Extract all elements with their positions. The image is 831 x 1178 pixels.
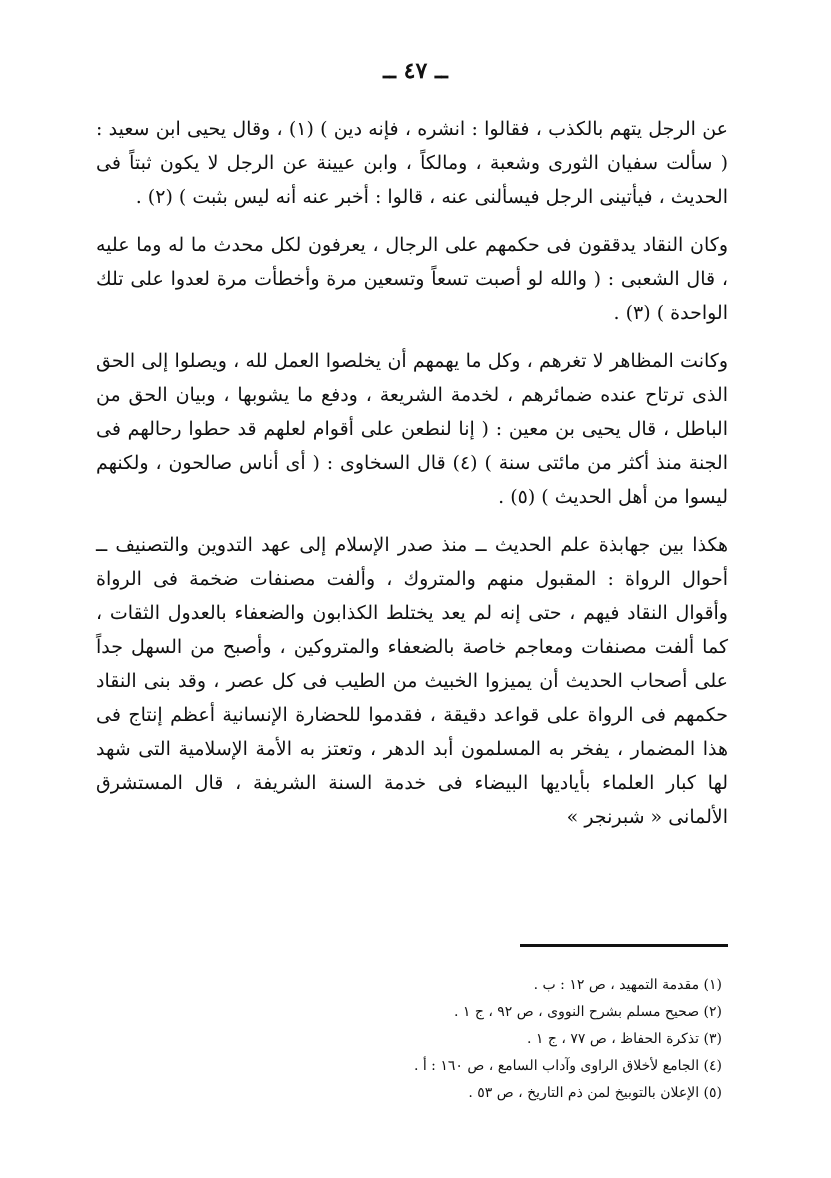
footnote: (١) مقدمة التمهيد ، ص ١٢ : ب . <box>533 977 722 993</box>
paragraph: وكان النقاد يدققون فى حكمهم على الرجال ، يعرفون لكل محدث ما له وما عليه ، قال الشعبى : ( والله لو أصبت تسعاً وتسعين مرة وأخطأت مرة لعدوا على تلك الواحدة ) (٣) . <box>96 234 728 324</box>
main-text <box>96 112 728 834</box>
footnote: (٤) الجامع لأخلاق الراوى وآداب السامع ، ص ١٦٠ : أ . <box>413 1058 722 1074</box>
footnote: (٣) تذكرة الحفاظ ، ص ٧٧ ، ج ١ . <box>526 1031 722 1047</box>
footnote: (٢) صحيح مسلم بشرح النووى ، ص ٩٢ ، ج ١ . <box>453 1004 722 1020</box>
paragraph: وكانت المظاهر لا تغرهم ، وكل ما يهمهم أن يخلصوا العمل لله ، ويصلوا إلى الحق الذى ترتاح عنده ضمائرهم ، لخدمة الشريعة ، ودفع ما يشوبها ، وبيان الحق من الباطل ، قال يحيى بن معين : ( إنا لنطعن على أقوام لعلهم قد حطوا رحالهم فى الجنة منذ أكثر من مائتى سنة ) (٤) قال السخاوى : ( أى أناس صالحون ، ولكنهم ليسوا من أهل الحديث ) (٥) . <box>96 350 729 508</box>
footnote-separator <box>520 944 728 947</box>
footnote: (٥) الإعلان بالتوبيخ لمن ذم التاريخ ، ص ٥٣ . <box>468 1085 722 1101</box>
footnotes-list <box>96 972 722 1107</box>
paragraph: عن الرجل يتهم بالكذب ، فقالوا : انشره ، فإنه دين ) (١) ، وقال يحيى ابن سعيد : ( سألت سفيان الثورى وشعبة ، ومالكاً ، وابن عيينة عن الرجل لا يكون ثبتاً فى الحديث ، فيأتينى الرجل فيسألنى عنه ، قالوا : أخبر عنه أنه ليس بثبت ) (٢) . <box>96 118 728 208</box>
page-number: ــ ٤٧ ــ <box>383 58 448 84</box>
paragraph: هكذا بين جهابذة علم الحديث ــ منذ صدر الإسلام إلى عهد التدوين والتصنيف ــ أحوال الرواة : المقبول منهم والمتروك ، وألفت مصنفات ضخمة فى الرواة وأقوال النقاد فيهم ، حتى إنه لم يعد يختلط الكذابون والضعفاء بالعدول الثقات ، كما ألفت مصنفات ومعاجم خاصة بالضعفاء والمتروكين ، وأصبح من السهل جداً على أصحاب الحديث أن يميزوا الخبيث من الطيب فى كل عصر ، وقد بنى النقاد حكمهم فى الرواة على قواعد دقيقة ، فقدموا للحضارة الإنسانية أعظم إنتاج فى هذا المضمار ، يفخر به المسلمون أبد الدهر ، وتعتز به الأمة الإسلامية التى شهد لها كبار العلماء بأياديها البيضاء فى خدمة السنة الشريفة ، قال المستشرق الألمانى « شبرنجر » <box>96 534 728 828</box>
